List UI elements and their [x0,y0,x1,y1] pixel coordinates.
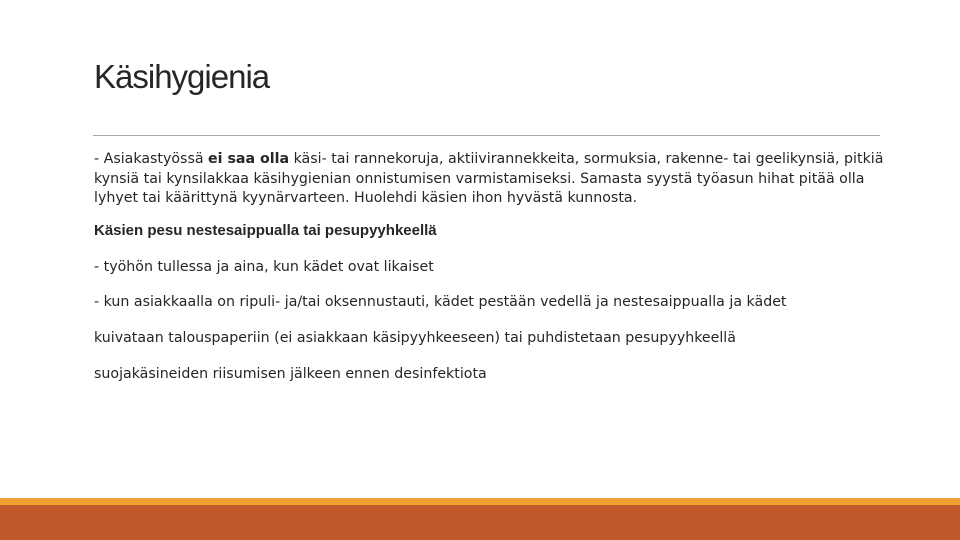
title-divider [93,135,880,136]
footer-bar [0,498,960,540]
bullet-2-line-3: suojakäsineiden riisumisen jälkeen ennen desinfektiota [94,365,487,382]
bullet-item-2 [94,284,884,392]
bullet-2-line-1: - kun asiakkaalla on ripuli- ja/tai oksennustauti, kädet pestään vedellä ja nestesaippualla ja kädet [94,293,787,310]
slide-body [94,150,884,392]
intro-emphasis: ei saa olla [208,151,290,167]
slide-title: Käsihygienia [94,58,270,95]
footer-accent-stripe [0,498,960,505]
intro-prefix: - Asiakastyössä [94,151,209,167]
bullet-2-line-2: kuivataan talouspaperiin (ei asiakkaan käsipyyhkeeseen) tai puhdistetaan pesupyyhkeellä [94,329,736,346]
section-heading: Käsien pesu nestesaippualla tai pesupyyhkeellä [94,221,437,239]
intro-paragraph [94,150,884,209]
intro-suffix: käsi- tai rannekoruja, aktiivirannekkeita, sormuksia, rakenne- tai geelikynsiä, pitkiä kynsiä tai kynsilakkaa käsihygienian onnistumisen varmistamiseksi. Samasta syystä työasun hihat pitää olla lyhyet tai käärittynä kyynärvarteen. Huolehdi käsien ihon hyvästä kunnosta. [94,151,884,206]
bullet-item-1: - työhön tullessa ja aina, kun kädet ovat likaiset [94,259,434,275]
